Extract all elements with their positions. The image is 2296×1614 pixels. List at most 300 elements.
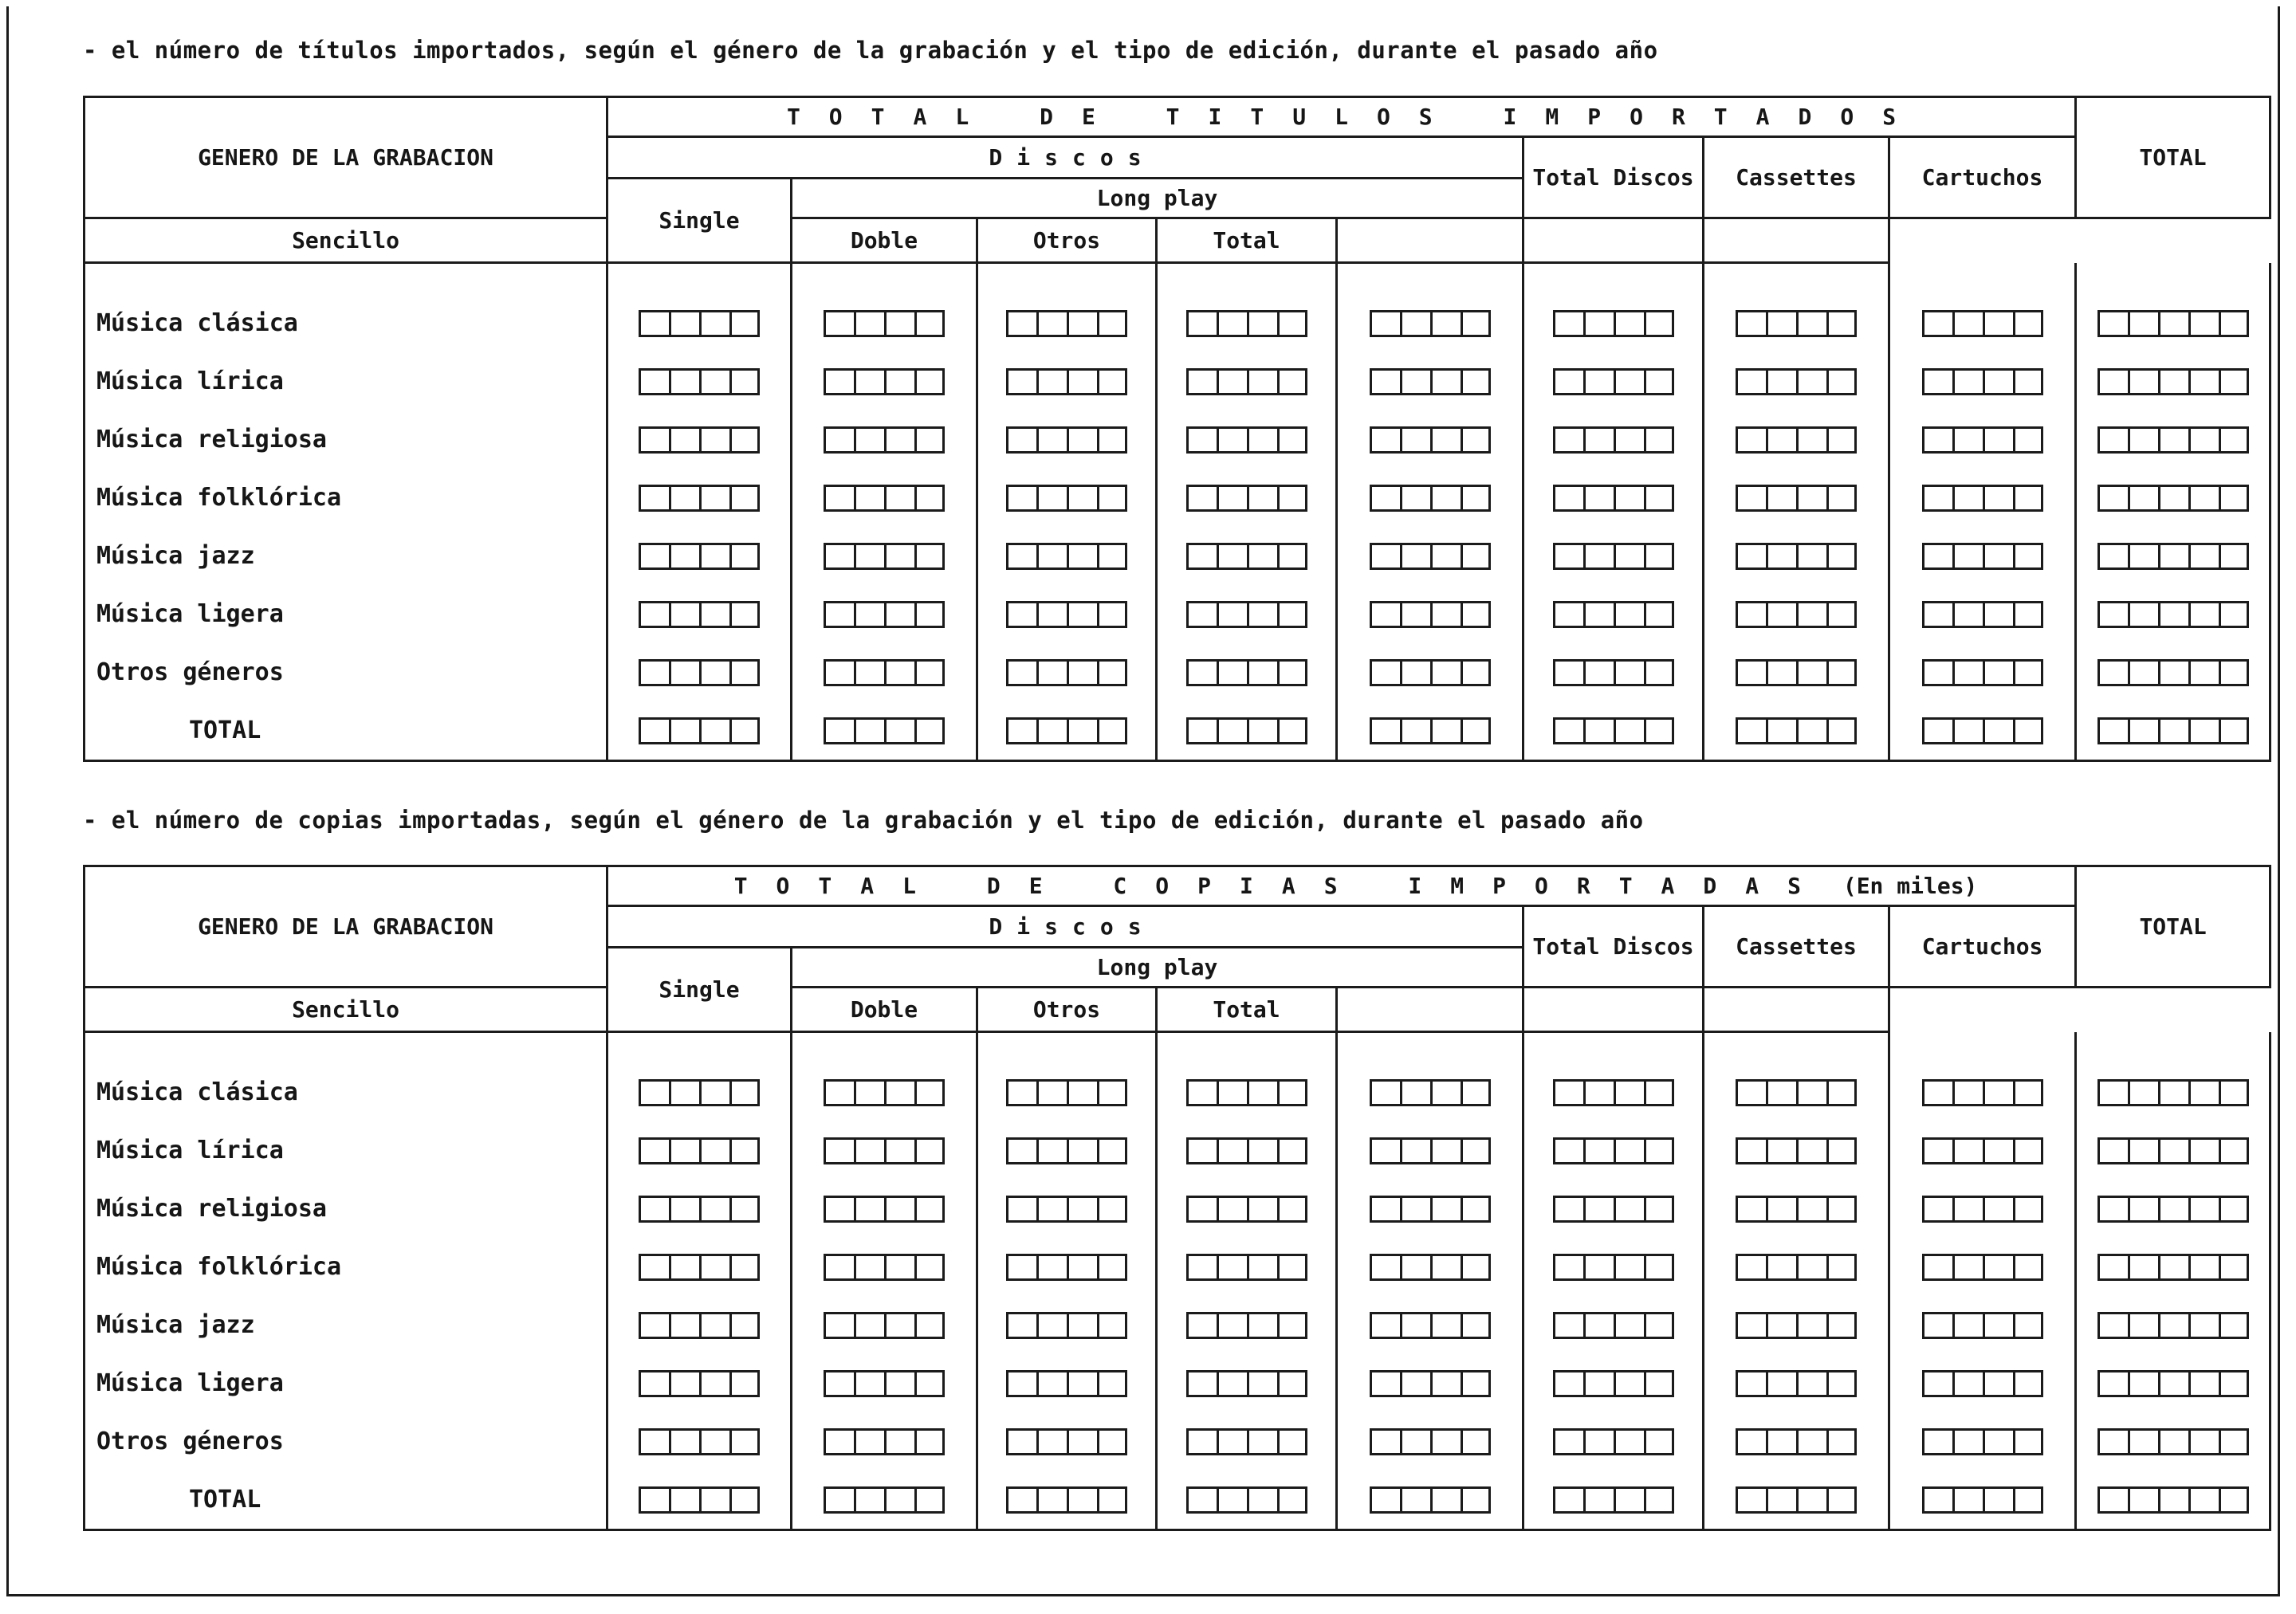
digit-box[interactable] [729,1428,760,1455]
digit-box[interactable] [1036,368,1067,395]
digit-box[interactable] [1006,717,1036,744]
digit-box[interactable] [1583,659,1614,686]
digit-boxes[interactable] [1704,310,1888,337]
digit-box[interactable] [2128,368,2158,395]
digit-boxes[interactable] [1890,1486,2074,1514]
digit-box[interactable] [1186,659,1217,686]
digit-boxes[interactable] [2077,543,2269,570]
digit-box[interactable] [854,1370,884,1397]
digit-box[interactable] [729,1137,760,1164]
digit-boxes[interactable] [792,1428,976,1455]
digit-box[interactable] [1736,485,1766,512]
digit-box[interactable] [2188,1312,2219,1339]
digit-box[interactable] [1614,1254,1644,1281]
digit-box[interactable] [2158,426,2188,454]
digit-boxes[interactable] [608,1428,790,1455]
digit-box[interactable] [1583,368,1614,395]
digit-box[interactable] [1983,543,2013,570]
digit-box[interactable] [2188,1428,2219,1455]
digit-box[interactable] [2158,485,2188,512]
digit-box[interactable] [2128,717,2158,744]
digit-box[interactable] [1430,1312,1461,1339]
digit-box[interactable] [639,1312,669,1339]
digit-boxes[interactable] [1158,717,1335,744]
digit-boxes[interactable] [792,1079,976,1106]
digit-box[interactable] [699,1079,729,1106]
digit-box[interactable] [669,426,699,454]
digit-box[interactable] [1006,659,1036,686]
digit-box[interactable] [854,485,884,512]
digit-box[interactable] [2188,368,2219,395]
digit-boxes[interactable] [2077,1486,2269,1514]
digit-box[interactable] [1400,1196,1430,1223]
digit-box[interactable] [1097,1196,1127,1223]
digit-box[interactable] [914,1079,945,1106]
digit-box[interactable] [914,1254,945,1281]
digit-boxes[interactable] [978,310,1155,337]
digit-box[interactable] [1766,1486,1796,1514]
digit-box[interactable] [1461,485,1491,512]
digit-box[interactable] [1370,1196,1400,1223]
digit-boxes[interactable] [1158,485,1335,512]
digit-box[interactable] [1036,426,1067,454]
digit-boxes[interactable] [2077,1428,2269,1455]
digit-box[interactable] [1277,1486,1307,1514]
digit-box[interactable] [1400,1137,1430,1164]
digit-box[interactable] [2013,1370,2043,1397]
digit-boxes[interactable] [1890,310,2074,337]
digit-box[interactable] [1952,368,1983,395]
digit-box[interactable] [1036,1137,1067,1164]
digit-box[interactable] [1614,485,1644,512]
digit-box[interactable] [1553,1370,1583,1397]
digit-box[interactable] [2097,426,2128,454]
digit-box[interactable] [1766,1254,1796,1281]
digit-box[interactable] [914,1486,945,1514]
digit-boxes[interactable] [1890,1370,2074,1397]
digit-box[interactable] [1006,1370,1036,1397]
digit-boxes[interactable] [2077,1196,2269,1223]
digit-box[interactable] [1067,368,1097,395]
digit-box[interactable] [1370,1254,1400,1281]
digit-box[interactable] [2128,543,2158,570]
digit-box[interactable] [1186,1079,1217,1106]
digit-box[interactable] [1277,659,1307,686]
digit-box[interactable] [2097,1137,2128,1164]
digit-box[interactable] [1370,1079,1400,1106]
digit-box[interactable] [1826,1254,1857,1281]
digit-box[interactable] [1614,1312,1644,1339]
digit-box[interactable] [1644,543,1674,570]
digit-box[interactable] [884,1486,914,1514]
digit-box[interactable] [2128,1428,2158,1455]
digit-boxes[interactable] [1704,1312,1888,1339]
digit-box[interactable] [1983,1079,2013,1106]
digit-box[interactable] [1036,717,1067,744]
digit-box[interactable] [1370,1428,1400,1455]
digit-box[interactable] [1461,1312,1491,1339]
digit-box[interactable] [854,1079,884,1106]
digit-box[interactable] [2013,310,2043,337]
digit-box[interactable] [914,426,945,454]
digit-box[interactable] [1400,1370,1430,1397]
digit-box[interactable] [729,1196,760,1223]
digit-box[interactable] [2219,1079,2249,1106]
digit-box[interactable] [1952,1196,1983,1223]
digit-boxes[interactable] [978,1079,1155,1106]
digit-box[interactable] [1247,1254,1277,1281]
digit-box[interactable] [2188,659,2219,686]
digit-boxes[interactable] [1338,1196,1522,1223]
digit-box[interactable] [1826,601,1857,628]
digit-box[interactable] [729,1312,760,1339]
digit-box[interactable] [1430,601,1461,628]
digit-boxes[interactable] [1158,1428,1335,1455]
digit-box[interactable] [1217,1370,1247,1397]
digit-box[interactable] [914,543,945,570]
digit-boxes[interactable] [1338,1486,1522,1514]
digit-box[interactable] [1067,310,1097,337]
digit-box[interactable] [1430,543,1461,570]
digit-box[interactable] [1461,543,1491,570]
digit-boxes[interactable] [608,368,790,395]
digit-box[interactable] [1553,310,1583,337]
digit-box[interactable] [1922,1196,1952,1223]
digit-box[interactable] [2219,1428,2249,1455]
digit-box[interactable] [1400,1079,1430,1106]
digit-box[interactable] [1644,717,1674,744]
digit-boxes[interactable] [1704,1428,1888,1455]
digit-box[interactable] [1796,1370,1826,1397]
digit-box[interactable] [1826,368,1857,395]
digit-box[interactable] [1826,1079,1857,1106]
digit-box[interactable] [729,543,760,570]
digit-box[interactable] [914,485,945,512]
digit-box[interactable] [2097,1428,2128,1455]
digit-box[interactable] [729,485,760,512]
digit-box[interactable] [1644,1079,1674,1106]
digit-boxes[interactable] [978,1312,1155,1339]
digit-box[interactable] [669,659,699,686]
digit-box[interactable] [1826,1137,1857,1164]
digit-box[interactable] [2097,543,2128,570]
digit-box[interactable] [824,368,854,395]
digit-box[interactable] [2219,426,2249,454]
digit-box[interactable] [1736,1254,1766,1281]
digit-box[interactable] [1614,601,1644,628]
digit-box[interactable] [669,1254,699,1281]
digit-boxes[interactable] [608,601,790,628]
digit-box[interactable] [2188,717,2219,744]
digit-box[interactable] [729,1486,760,1514]
digit-box[interactable] [2219,485,2249,512]
digit-box[interactable] [1796,601,1826,628]
digit-box[interactable] [1277,1312,1307,1339]
digit-box[interactable] [1983,368,2013,395]
digit-box[interactable] [1614,659,1644,686]
digit-boxes[interactable] [1338,485,1522,512]
digit-box[interactable] [1796,1196,1826,1223]
digit-box[interactable] [1826,426,1857,454]
digit-boxes[interactable] [792,1486,976,1514]
digit-box[interactable] [1983,601,2013,628]
digit-box[interactable] [1796,1486,1826,1514]
digit-box[interactable] [1461,1079,1491,1106]
digit-boxes[interactable] [2077,1137,2269,1164]
digit-box[interactable] [1952,1428,1983,1455]
digit-box[interactable] [1247,1196,1277,1223]
digit-box[interactable] [1796,485,1826,512]
digit-box[interactable] [2128,601,2158,628]
digit-box[interactable] [1922,659,1952,686]
digit-box[interactable] [1922,1312,1952,1339]
digit-box[interactable] [1952,601,1983,628]
digit-box[interactable] [1006,1196,1036,1223]
digit-box[interactable] [1217,717,1247,744]
digit-boxes[interactable] [1524,1486,1702,1514]
digit-box[interactable] [1247,1486,1277,1514]
digit-box[interactable] [1766,717,1796,744]
digit-boxes[interactable] [792,1254,976,1281]
digit-box[interactable] [884,601,914,628]
digit-box[interactable] [1922,1370,1952,1397]
digit-box[interactable] [1430,1254,1461,1281]
digit-boxes[interactable] [792,1196,976,1223]
digit-box[interactable] [1067,1486,1097,1514]
digit-box[interactable] [1186,1137,1217,1164]
digit-box[interactable] [1766,426,1796,454]
digit-box[interactable] [1430,1079,1461,1106]
digit-box[interactable] [1036,1079,1067,1106]
digit-box[interactable] [2219,1312,2249,1339]
digit-box[interactable] [1370,426,1400,454]
digit-box[interactable] [669,310,699,337]
digit-boxes[interactable] [792,717,976,744]
digit-boxes[interactable] [792,601,976,628]
digit-box[interactable] [1067,1428,1097,1455]
digit-boxes[interactable] [1524,601,1702,628]
digit-box[interactable] [1553,1312,1583,1339]
digit-boxes[interactable] [1158,1312,1335,1339]
digit-box[interactable] [1553,485,1583,512]
digit-box[interactable] [2128,1370,2158,1397]
digit-box[interactable] [1736,717,1766,744]
digit-box[interactable] [1736,1428,1766,1455]
digit-box[interactable] [1186,1428,1217,1455]
digit-box[interactable] [1553,368,1583,395]
digit-box[interactable] [854,426,884,454]
digit-box[interactable] [1736,1486,1766,1514]
digit-box[interactable] [1006,1079,1036,1106]
digit-box[interactable] [914,1428,945,1455]
digit-box[interactable] [1430,1137,1461,1164]
digit-boxes[interactable] [608,659,790,686]
digit-box[interactable] [2128,1312,2158,1339]
digit-box[interactable] [2188,1254,2219,1281]
digit-box[interactable] [1067,485,1097,512]
digit-box[interactable] [2013,1196,2043,1223]
digit-box[interactable] [2219,1370,2249,1397]
digit-box[interactable] [2219,1137,2249,1164]
digit-box[interactable] [914,601,945,628]
digit-boxes[interactable] [608,717,790,744]
digit-boxes[interactable] [2077,310,2269,337]
digit-box[interactable] [639,1137,669,1164]
digit-box[interactable] [1067,426,1097,454]
digit-box[interactable] [2128,1196,2158,1223]
digit-box[interactable] [699,1428,729,1455]
digit-box[interactable] [1583,426,1614,454]
digit-box[interactable] [1583,601,1614,628]
digit-box[interactable] [1217,310,1247,337]
digit-box[interactable] [1036,543,1067,570]
digit-box[interactable] [1766,485,1796,512]
digit-box[interactable] [2097,601,2128,628]
digit-box[interactable] [1553,426,1583,454]
digit-box[interactable] [1983,1370,2013,1397]
digit-box[interactable] [1277,1428,1307,1455]
digit-box[interactable] [884,1254,914,1281]
digit-boxes[interactable] [1158,426,1335,454]
digit-box[interactable] [1553,543,1583,570]
digit-boxes[interactable] [792,1370,976,1397]
digit-box[interactable] [1983,659,2013,686]
digit-box[interactable] [2188,1370,2219,1397]
digit-box[interactable] [1614,543,1644,570]
digit-boxes[interactable] [608,543,790,570]
digit-boxes[interactable] [792,485,976,512]
digit-box[interactable] [2097,1079,2128,1106]
digit-box[interactable] [2097,1370,2128,1397]
digit-box[interactable] [1400,426,1430,454]
digit-box[interactable] [824,1254,854,1281]
digit-box[interactable] [639,485,669,512]
digit-boxes[interactable] [1338,601,1522,628]
digit-box[interactable] [2188,1486,2219,1514]
digit-boxes[interactable] [1890,426,2074,454]
digit-boxes[interactable] [1704,1254,1888,1281]
digit-box[interactable] [2158,310,2188,337]
digit-box[interactable] [1983,426,2013,454]
digit-box[interactable] [669,1370,699,1397]
digit-box[interactable] [1067,717,1097,744]
digit-box[interactable] [1186,1254,1217,1281]
digit-boxes[interactable] [1338,1370,1522,1397]
digit-box[interactable] [699,1312,729,1339]
digit-box[interactable] [639,717,669,744]
digit-box[interactable] [1277,368,1307,395]
digit-box[interactable] [1826,659,1857,686]
digit-box[interactable] [639,543,669,570]
digit-boxes[interactable] [1158,368,1335,395]
digit-boxes[interactable] [978,543,1155,570]
digit-box[interactable] [669,1428,699,1455]
digit-box[interactable] [1370,1370,1400,1397]
digit-boxes[interactable] [978,717,1155,744]
digit-boxes[interactable] [1704,717,1888,744]
digit-box[interactable] [1644,1486,1674,1514]
digit-boxes[interactable] [1524,717,1702,744]
digit-box[interactable] [1217,543,1247,570]
digit-box[interactable] [1430,310,1461,337]
digit-box[interactable] [1796,310,1826,337]
digit-box[interactable] [1644,659,1674,686]
digit-box[interactable] [1400,1486,1430,1514]
digit-box[interactable] [1067,659,1097,686]
digit-box[interactable] [1553,717,1583,744]
digit-boxes[interactable] [1524,310,1702,337]
digit-box[interactable] [1006,1312,1036,1339]
digit-box[interactable] [1614,717,1644,744]
digit-box[interactable] [1247,1137,1277,1164]
digit-box[interactable] [824,717,854,744]
digit-box[interactable] [854,1428,884,1455]
digit-box[interactable] [1796,1428,1826,1455]
digit-box[interactable] [699,368,729,395]
digit-box[interactable] [1952,717,1983,744]
digit-box[interactable] [699,717,729,744]
digit-box[interactable] [1036,601,1067,628]
digit-boxes[interactable] [978,1137,1155,1164]
digit-box[interactable] [1461,1370,1491,1397]
digit-box[interactable] [669,1196,699,1223]
digit-boxes[interactable] [1704,543,1888,570]
digit-box[interactable] [2128,426,2158,454]
digit-box[interactable] [1983,1312,2013,1339]
digit-boxes[interactable] [1158,1079,1335,1106]
digit-boxes[interactable] [1704,1370,1888,1397]
digit-box[interactable] [1614,1137,1644,1164]
digit-box[interactable] [1036,1486,1067,1514]
digit-box[interactable] [824,485,854,512]
digit-boxes[interactable] [792,1137,976,1164]
digit-boxes[interactable] [1338,1079,1522,1106]
digit-box[interactable] [884,1370,914,1397]
digit-box[interactable] [1736,1196,1766,1223]
digit-box[interactable] [1036,1370,1067,1397]
digit-box[interactable] [1983,310,2013,337]
digit-box[interactable] [1766,1137,1796,1164]
digit-box[interactable] [2128,1079,2158,1106]
digit-box[interactable] [699,485,729,512]
digit-box[interactable] [1461,717,1491,744]
digit-box[interactable] [1006,543,1036,570]
digit-box[interactable] [1430,1486,1461,1514]
digit-box[interactable] [1186,485,1217,512]
digit-box[interactable] [854,543,884,570]
digit-box[interactable] [669,543,699,570]
digit-box[interactable] [1186,1196,1217,1223]
digit-boxes[interactable] [978,1370,1155,1397]
digit-box[interactable] [699,659,729,686]
digit-boxes[interactable] [1890,601,2074,628]
digit-box[interactable] [1766,310,1796,337]
digit-box[interactable] [1796,717,1826,744]
digit-box[interactable] [1186,1312,1217,1339]
digit-box[interactable] [1247,1079,1277,1106]
digit-box[interactable] [1766,368,1796,395]
digit-box[interactable] [639,310,669,337]
digit-box[interactable] [1400,1428,1430,1455]
digit-boxes[interactable] [1890,368,2074,395]
digit-box[interactable] [2188,1079,2219,1106]
digit-boxes[interactable] [1338,1254,1522,1281]
digit-box[interactable] [884,659,914,686]
digit-box[interactable] [2188,601,2219,628]
digit-box[interactable] [1217,1312,1247,1339]
digit-box[interactable] [2219,1486,2249,1514]
digit-boxes[interactable] [1704,485,1888,512]
